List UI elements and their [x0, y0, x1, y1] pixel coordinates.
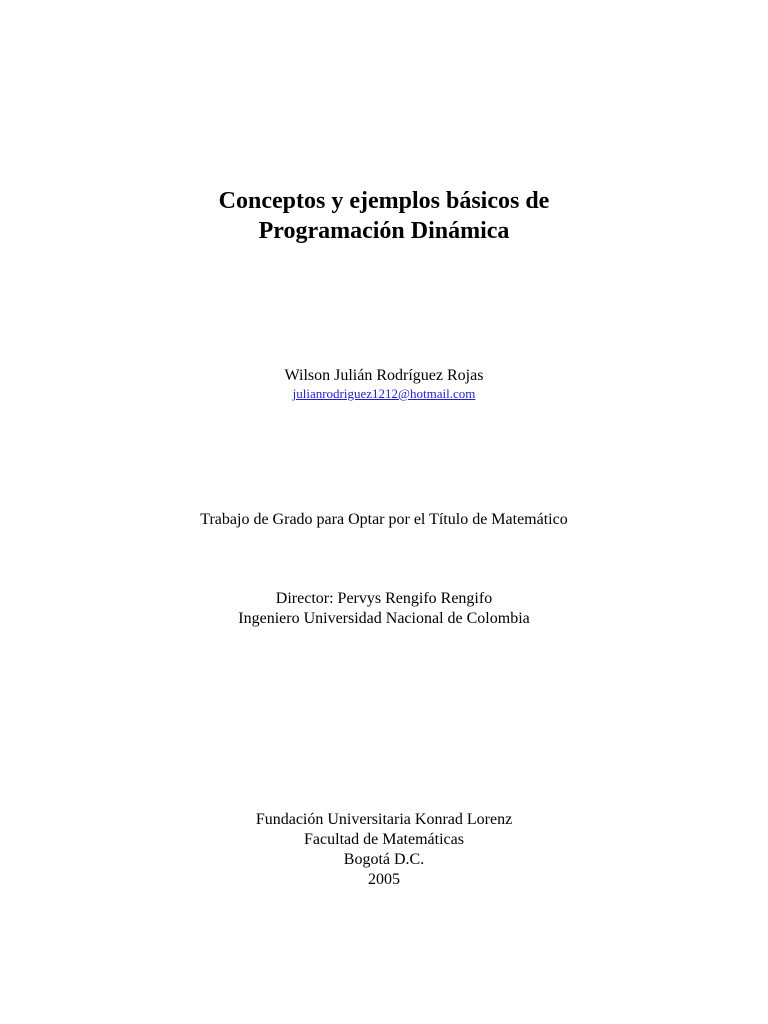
degree-purpose: Trabajo de Grado para Optar por el Título de Matemático [200, 511, 568, 528]
title-line-1: Conceptos y ejemplos básicos de [218, 188, 550, 214]
author-section [0, 366, 768, 402]
author-email-link[interactable]: julianrodriguez1212@hotmail.com [292, 386, 476, 401]
city: Bogotá D.C. [343, 851, 425, 868]
document-title [0, 186, 768, 246]
director-name: Director: Pervys Rengifo Rengifo [275, 590, 493, 607]
title-line-2: Programación Dinámica [258, 218, 510, 244]
institution-section [0, 810, 768, 890]
director-affiliation: Ingeniero Universidad Nacional de Colombia [238, 610, 530, 627]
faculty-name: Facultad de Matemáticas [304, 831, 464, 848]
author-name: Wilson Julián Rodríguez Rojas [284, 367, 484, 384]
institution-name: Fundación Universitaria Konrad Lorenz [255, 811, 513, 828]
director-section [0, 589, 768, 629]
year: 2005 [368, 871, 400, 888]
